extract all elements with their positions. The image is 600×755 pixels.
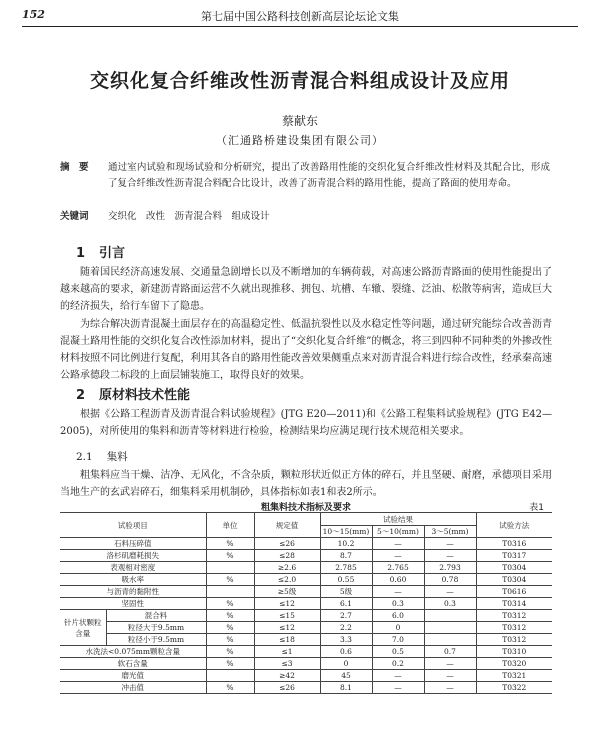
cell-result-2: 6.0 xyxy=(372,610,424,622)
cell-result-1: 0.6 xyxy=(320,646,372,658)
table-row xyxy=(60,550,552,562)
cell-result-3 xyxy=(424,634,476,646)
cell-item: 磨光值 xyxy=(60,670,206,682)
keywords-label: 关键词 xyxy=(60,211,89,222)
cell-unit: % xyxy=(206,538,254,550)
abstract-label: 摘 要 xyxy=(60,162,89,173)
table-row xyxy=(60,622,552,634)
cell-spec: ≤15 xyxy=(254,610,320,622)
cell-result-1: 8.1 xyxy=(320,682,372,694)
cell-spec: ≤1 xyxy=(254,646,320,658)
keywords xyxy=(60,208,550,222)
table-number: 表1 xyxy=(529,503,544,513)
cell-result-3: — xyxy=(424,538,476,550)
table-row xyxy=(60,682,552,694)
cell-result-1: 5级 xyxy=(320,586,372,598)
cell-item: 水洗法<0.075mm颗粒含量 xyxy=(60,646,206,658)
journal-title: 第七届中国公路科技创新高层论坛论文集 xyxy=(201,10,399,23)
cell-result-3: 2.793 xyxy=(424,562,476,574)
cell-method: T0312 xyxy=(476,622,552,634)
cell-method: T0312 xyxy=(476,610,552,622)
abstract-text: 通过室内试验和现场试验和分析研究，提出了改善路用性能的交织化复合纤维改性材料及其配合比，形成了复合纤维改性沥青混合料配合比设计，改善了沥青混合料的路用性能，提高了路面的使用寿命。 xyxy=(108,162,550,189)
cell-item: 粒径大于9.5mm xyxy=(106,622,206,634)
cell-method: T0310 xyxy=(476,646,552,658)
cell-spec: ≤2.0 xyxy=(254,574,320,586)
cell-result-2: 0.2 xyxy=(372,658,424,670)
table-title: 粗集料技术指标及要求 xyxy=(260,503,351,513)
cell-method: T0616 xyxy=(476,586,552,598)
cell-result-2: — xyxy=(372,682,424,694)
cell-item: 石料压碎值 xyxy=(60,538,206,550)
cell-result-2: 0.5 xyxy=(372,646,424,658)
cell-method: T0312 xyxy=(476,634,552,646)
cell-result-2: 7.0 xyxy=(372,634,424,646)
cell-result-3: — xyxy=(424,658,476,670)
abstract xyxy=(60,160,550,191)
cell-item: 软石含量 xyxy=(60,658,206,670)
affiliation: （汇通路桥建设集团有限公司） xyxy=(216,134,384,147)
cell-spec: ≤12 xyxy=(254,598,320,610)
paragraph: 根据《公路工程沥青及沥青混合料试验规程》(JTG E20—2011)和《公路工程集料试验规程》(JTG E42—2005)，对所使用的集料和沥青等材料进行检验，检测结果均应满足现行技术规范相关要求。 xyxy=(60,409,552,437)
paragraph: 为综合解决沥青混凝土面层存在的高温稳定性、低温抗裂性以及水稳定性等问题，通过研究能综合改善沥青混凝土路用性能的交织化复合改性添加材料，提出了“交织化复合纤维”的概念，将三到四种不同种类的外掺改性材料按照不同比例进行复配，利用其各自的路用性能改善效果侧重点来对沥青混合料进行综合改性，经承秦高速公路承德段二标段的上面层铺装施工，取得良好的效果。 xyxy=(60,319,552,381)
cell-result-2: — xyxy=(372,538,424,550)
cell-spec: ≤12 xyxy=(254,622,320,634)
cell-item: 与沥青的黏附性 xyxy=(60,586,206,598)
cell-unit: % xyxy=(206,598,254,610)
cell-result-1: 0.55 xyxy=(320,574,372,586)
cell-result-2: 2.765 xyxy=(372,562,424,574)
cell-method: T0316 xyxy=(476,538,552,550)
table-row xyxy=(60,670,552,682)
paper-title: 交织化复合纤维改性沥青混合料组成设计及应用 xyxy=(89,70,510,92)
cell-result-3: 0.3 xyxy=(424,598,476,610)
cell-method: T0317 xyxy=(476,550,552,562)
cell-spec: ≤26 xyxy=(254,538,320,550)
cell-result-2: 0.60 xyxy=(372,574,424,586)
section-heading-2 xyxy=(76,384,190,403)
header-method: 试验方法 xyxy=(476,513,552,538)
header-range-3: 3～5(mm) xyxy=(424,526,476,538)
header-results: 试验结果 xyxy=(320,513,476,526)
cell-item: 表观相对密度 xyxy=(60,562,206,574)
table-row xyxy=(60,658,552,670)
cell-spec: ≥42 xyxy=(254,670,320,682)
section-heading-1 xyxy=(76,242,125,261)
cell-unit xyxy=(206,586,254,598)
section-title: 引言 xyxy=(99,246,126,261)
cell-spec: ≤18 xyxy=(254,634,320,646)
cell-item: 粒径小于9.5mm xyxy=(106,634,206,646)
table-row xyxy=(60,610,552,622)
cell-result-1: 2.2 xyxy=(320,622,372,634)
cell-result-3: — xyxy=(424,682,476,694)
header-unit: 单位 xyxy=(206,513,254,538)
paragraph: 随着国民经济高速发展、交通量急剧增长以及不断增加的车辆荷载，对高速公路沥青路面的使用性能提出了越来越高的要求，新建沥青路面运营不久就出现推移、拥包、坑槽、车辙、裂缝、泛油、松散等病害，造成巨大的经济损失，给行车留下了隐患。 xyxy=(60,267,552,312)
aggregate-spec-table xyxy=(60,512,552,694)
cell-result-3: 0.78 xyxy=(424,574,476,586)
table-row xyxy=(60,574,552,586)
cell-unit: % xyxy=(206,610,254,622)
header-range-2: 5～10(mm) xyxy=(372,526,424,538)
table-row xyxy=(60,634,552,646)
table-row xyxy=(60,562,552,574)
cell-unit xyxy=(206,562,254,574)
cell-spec: ≥5级 xyxy=(254,586,320,598)
cell-unit: % xyxy=(206,658,254,670)
cell-method: T0321 xyxy=(476,670,552,682)
cell-result-1: 2.785 xyxy=(320,562,372,574)
header-item: 试验项目 xyxy=(60,513,206,538)
cell-result-3: — xyxy=(424,586,476,598)
cell-spec: ≤28 xyxy=(254,550,320,562)
section-number: 1 xyxy=(76,246,86,261)
author: 蔡献东 xyxy=(281,114,318,128)
cell-spec: ≥2.6 xyxy=(254,562,320,574)
cell-unit: % xyxy=(206,646,254,658)
subsection-heading xyxy=(76,449,128,464)
table-row xyxy=(60,538,552,550)
subsection-number: 2.1 xyxy=(76,451,93,463)
cell-unit: % xyxy=(206,634,254,646)
cell-method: T0314 xyxy=(476,598,552,610)
cell-result-3: — xyxy=(424,550,476,562)
running-header xyxy=(22,6,578,27)
cell-result-2: — xyxy=(372,586,424,598)
cell-method: T0304 xyxy=(476,562,552,574)
cell-result-1: 0 xyxy=(320,658,372,670)
cell-spec: ≤3 xyxy=(254,658,320,670)
cell-item: 混合料 xyxy=(106,610,206,622)
cell-result-2: 0 xyxy=(372,622,424,634)
cell-method: T0322 xyxy=(476,682,552,694)
page-number: 152 xyxy=(22,8,45,21)
table-row xyxy=(60,646,552,658)
table-row xyxy=(60,598,552,610)
paragraph: 粗集料应当干燥、洁净、无风化，不含杂质，颗粒形状近似正方体的碎石，并且坚硬、耐磨，承德项目采用当地生产的玄武岩碎石，细集料采用机制砂，具体指标如表1和表2所示。 xyxy=(60,470,552,498)
cell-unit: % xyxy=(206,622,254,634)
cell-result-1: 6.1 xyxy=(320,598,372,610)
subsection-title: 集料 xyxy=(106,451,128,463)
section-title: 原材料技术性能 xyxy=(99,388,191,403)
header-range-1: 10～15(mm) xyxy=(320,526,372,538)
cell-item: 冲击值 xyxy=(60,682,206,694)
cell-result-2: — xyxy=(372,550,424,562)
cell-spec: ≤26 xyxy=(254,682,320,694)
cell-result-1: 10.2 xyxy=(320,538,372,550)
cell-result-2: — xyxy=(372,670,424,682)
keywords-text: 交织化 改性 沥青混合料 组成设计 xyxy=(108,211,270,222)
cell-result-3 xyxy=(424,610,476,622)
cell-unit: % xyxy=(206,574,254,586)
section-number: 2 xyxy=(76,388,86,403)
cell-result-1: 3.3 xyxy=(320,634,372,646)
cell-result-1: 45 xyxy=(320,670,372,682)
cell-item: 吸水率 xyxy=(60,574,206,586)
cell-unit: % xyxy=(206,682,254,694)
cell-unit: % xyxy=(206,550,254,562)
cell-result-3: 0.7 xyxy=(424,646,476,658)
cell-method: T0320 xyxy=(476,658,552,670)
cell-item: 坚固性 xyxy=(60,598,206,610)
header-spec: 规定值 xyxy=(254,513,320,538)
table-row xyxy=(60,586,552,598)
cell-item: 洛杉矶磨耗损失 xyxy=(60,550,206,562)
cell-unit xyxy=(206,670,254,682)
cell-result-1: 2.7 xyxy=(320,610,372,622)
cell-method: T0304 xyxy=(476,574,552,586)
cell-result-3: — xyxy=(424,670,476,682)
cell-result-2: 0.3 xyxy=(372,598,424,610)
cell-result-3 xyxy=(424,622,476,634)
cell-group: 针片状颗粒含量 xyxy=(60,610,106,646)
cell-result-1: 8.7 xyxy=(320,550,372,562)
